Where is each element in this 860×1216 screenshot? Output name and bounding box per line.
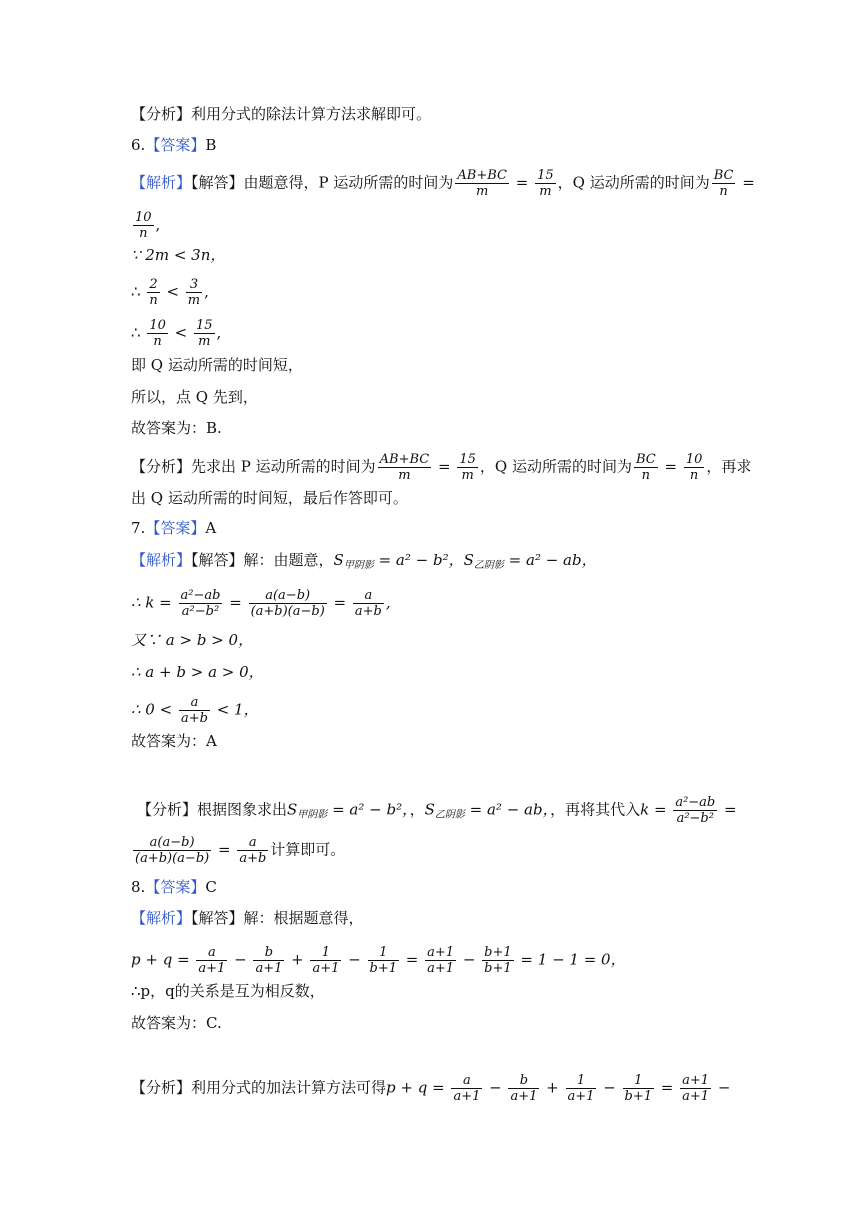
fraction-denominator: n <box>149 293 158 308</box>
q7-analysis-text: 【分析】根据图象求出 <box>137 800 288 819</box>
fraction-denominator: a²−b² <box>181 604 220 619</box>
q6-text: , <box>155 215 161 234</box>
q6-text: ∴ <box>131 282 146 301</box>
fraction <box>194 318 215 349</box>
fraction <box>673 795 717 826</box>
fraction <box>378 452 432 483</box>
q6-line8: 故答案为：B. <box>131 419 222 437</box>
q6-analysis-text: 【分析】先求出 P 运动所需的时间为 <box>131 457 376 476</box>
q8-answer-tag: 【答案】 <box>145 878 206 896</box>
q6-therefore-line2: ∴ $\frac{10}{n}$ < $\frac{15}{m}$ , <box>131 318 222 349</box>
fraction: $\frac{b+1}{b+1}$ <box>484 945 512 976</box>
q7-text: = a² − ab， <box>464 800 551 819</box>
q6-answer-line <box>131 135 216 155</box>
fraction <box>179 588 223 619</box>
q6-text: ，Q 运动所需的时间为 <box>557 173 710 192</box>
fraction-numerator: a(a−b) <box>249 588 327 604</box>
q5-analysis: 【分析】利用分式的除法计算方法求解即可。 <box>131 105 432 123</box>
jiexi-tag: 【解析】 <box>131 909 192 927</box>
jiexi-tag: 【解析】 <box>131 173 192 192</box>
fraction-numerator: BC <box>713 168 734 183</box>
fraction-numerator: a²−ab <box>180 588 221 603</box>
jieda-tag: 【解答】 <box>191 551 244 569</box>
fraction <box>249 588 327 619</box>
q8-answer: C <box>205 878 217 896</box>
q6-analysis-line1: 【分析】先求出 P 运动所需的时间为 $\frac{AB+BC}{m}$ = $\frac{15}{m}$ ，Q 运动所需的时间为 $\frac{BC}{n}$ = $\frac{10}{n}$ ，再求 <box>131 452 752 483</box>
fraction-denominator: (a+b)(a−b) <box>250 604 325 619</box>
q8-number: 8. <box>131 878 146 896</box>
fraction-numerator: AB+BC <box>379 452 430 467</box>
fraction-denominator: n <box>153 334 162 349</box>
q8-text: = 1 − 1 = 0， <box>515 950 626 969</box>
fraction-denominator: a+b <box>239 851 267 866</box>
fraction <box>133 210 154 241</box>
fraction-numerator: AB+BC <box>457 168 507 183</box>
q7-text: = a² − b²， <box>327 800 410 819</box>
q8-solution-line1 <box>131 908 364 928</box>
fraction <box>353 588 384 619</box>
fraction: $\frac{1}{b+1}$ <box>369 945 398 976</box>
q8-analysis-text: 【分析】利用分式的加法计算方法可得 <box>131 1078 387 1097</box>
q8-text: 解：根据题意得， <box>243 909 364 927</box>
q6-therefore-line1: ∴ $\frac{2}{n}$ < $\frac{3}{m}$ , <box>131 277 209 308</box>
q6-text: , <box>204 282 209 301</box>
q7-text: ∴ 0 < <box>131 700 177 719</box>
q6-text: 由题意得，P 运动所需的时间为 <box>243 173 454 192</box>
fraction-numerator: 15 <box>195 318 213 333</box>
q8-line4: 故答案为：C. <box>131 1014 222 1032</box>
q7-text: < 1， <box>211 700 259 719</box>
q7-solution-line1: 【解析】【解答】解：由题意，$S_{甲阴影} = a^2 - b^2$，$S_{乙阴影} = a^2$ − ab， <box>131 551 597 571</box>
fraction: $\frac{a+1}{a+1}$ <box>427 945 455 976</box>
fraction <box>186 277 202 308</box>
fraction: $\frac{1}{b+1}$ <box>624 1073 653 1104</box>
q6-analysis-text: ，Q 运动所需的时间为 <box>479 457 632 476</box>
q7-line6: 故答案为：A <box>131 732 217 750</box>
fraction <box>133 835 211 866</box>
fraction <box>712 168 736 199</box>
fraction-numerator: 3 <box>186 277 202 293</box>
fraction <box>147 318 168 349</box>
fraction-numerator: 10 <box>149 318 166 333</box>
fraction-numerator: a <box>179 695 210 711</box>
q6-number: 6. <box>131 136 146 154</box>
q6-analysis-line2: 出 Q 运动所需的时间短，最后作答即可。 <box>131 489 408 507</box>
fraction-denominator: a+b <box>354 604 382 619</box>
fraction: $\frac{1}{a+1}$ <box>567 1073 595 1104</box>
fraction-numerator: a <box>353 588 384 604</box>
fraction-denominator: m <box>539 184 552 199</box>
fraction-denominator: m <box>476 184 489 199</box>
fraction-numerator: 10 <box>685 452 703 467</box>
fraction-denominator: m <box>398 468 411 483</box>
fraction-numerator: a²−ab <box>675 795 716 810</box>
fraction-denominator: m <box>187 293 201 308</box>
q7-analysis-line1: 【分析】根据图象求出$S_{甲阴影} = a^2 - b^2$，，$S_{乙阴影} = a^2$ − ab，，再将其代入k = $\frac{\text{a²−ab}}{\text{a²−b²}}$ = <box>137 795 737 826</box>
fraction <box>634 452 658 483</box>
q6-solution-line1: 【解析】【解答】由题意得，P 运动所需的时间为 $\frac{AB+BC}{m}$ = $\frac{15}{m}$ ，Q 运动所需的时间为 $\frac{BC}{n}$ = <box>131 168 755 199</box>
q7-analysis-text: 计算即可。 <box>270 840 346 859</box>
fraction: $\frac{a}{a+1}$ <box>453 1073 481 1104</box>
q7-text: ∴ k = <box>131 593 177 612</box>
q7-k-line: ∴ k = $\frac{\text{a²−ab}}{\text{a²−b²}}$ = $\frac{a(a-b)}{(a+b)(a-b)}$ = $\frac{a}{a+b}$ , <box>131 588 391 619</box>
q6-analysis-text: ，再求 <box>706 457 752 476</box>
fraction-numerator: 15 <box>459 452 476 467</box>
q8-line3: ∴p，q的关系是互为相反数， <box>131 982 325 1000</box>
fraction-denominator: a+b <box>180 711 208 726</box>
fraction-denominator: n <box>641 468 651 483</box>
fraction <box>237 835 268 866</box>
fraction-denominator: n <box>139 226 148 241</box>
fraction-numerator: a(a−b) <box>133 835 211 851</box>
q6-text: , <box>216 323 222 342</box>
fraction-numerator: 2 <box>147 277 159 293</box>
q6-because-line: ∵ 2m < 3n， <box>131 246 226 264</box>
fraction-denominator: n <box>689 468 699 483</box>
fraction-denominator: n <box>719 184 728 199</box>
q7-answer: A <box>205 519 217 537</box>
fraction <box>455 168 509 199</box>
q7-analysis-line2: $\frac{a(a-b)}{(a+b)(a-b)}$ = $\frac{a}{a+b}$ 计算即可。 <box>135 835 346 866</box>
jiexi-tag: 【解析】 <box>131 551 192 569</box>
q6-answer-tag: 【答案】 <box>145 136 206 154</box>
subscript: 乙阴影 <box>473 560 504 571</box>
q7-analysis-text: ，再将其代入 <box>550 800 641 819</box>
fraction: $\frac{a}{a+1}$ <box>198 945 226 976</box>
fraction <box>684 452 705 483</box>
q6-solution-line2 <box>131 210 160 241</box>
q8-answer-line <box>131 877 217 897</box>
fraction <box>179 695 210 726</box>
q7-answer-line <box>131 518 216 538</box>
fraction <box>457 452 478 483</box>
fraction-denominator: (a+b)(a−b) <box>135 851 210 866</box>
jieda-tag: 【解答】 <box>191 909 244 927</box>
q7-text: = a² − b²， <box>373 551 464 569</box>
q7-number: 7. <box>131 519 146 537</box>
q8-analysis-text: − <box>713 1078 731 1097</box>
fraction: $\frac{b}{a+1}$ <box>510 1073 538 1104</box>
q7-line4: ∴ a + b > a > 0， <box>131 663 264 681</box>
subscript: 乙阴影 <box>434 809 465 821</box>
fraction-numerator: 15 <box>537 168 554 183</box>
q6-line7: 所以，点 Q 先到， <box>131 388 258 406</box>
q6-line6: 即 Q 运动所需的时间短， <box>131 356 303 374</box>
q7-line3: 又∵ a > b > 0， <box>131 631 254 649</box>
q6-text: ∴ <box>131 323 146 342</box>
subscript: 甲阴影 <box>297 809 328 821</box>
q7-line5 <box>131 695 259 726</box>
q7-answer-tag: 【答案】 <box>145 519 206 537</box>
fraction-numerator: a <box>237 835 268 851</box>
q6-answer: B <box>205 136 217 154</box>
fraction-numerator: 10 <box>135 210 152 225</box>
fraction: $\frac{b}{a+1}$ <box>255 945 283 976</box>
fraction <box>147 277 159 308</box>
q8-analysis-line1: 【分析】利用分式的加法计算方法可得p + q = $\frac{a}{a+1}$ − $\frac{b}{a+1}$ + $\frac{1}{a+1}$ − $\frac{1}{b+1}$ = $\frac{a+1}{a+1}$ − <box>131 1073 731 1104</box>
subscript: 甲阴影 <box>343 560 374 571</box>
q7-analysis-text: ， <box>409 800 425 819</box>
q7-text: 解：由题意， <box>243 551 334 569</box>
fraction: $\frac{1}{a+1}$ <box>312 945 340 976</box>
fraction-numerator: BC <box>635 452 656 467</box>
fraction: $\frac{a+1}{a+1}$ <box>682 1073 710 1104</box>
jieda-tag: 【解答】 <box>191 173 244 192</box>
fraction <box>535 168 556 199</box>
fraction-denominator: m <box>461 468 474 483</box>
fraction-denominator: m <box>198 334 211 349</box>
fraction-denominator: a²−b² <box>676 811 714 826</box>
q7-text: = a² − ab， <box>503 551 597 569</box>
q8-equation-line: p + q = $\frac{a}{a+1}$ − $\frac{b}{a+1}$ + $\frac{1}{a+1}$ − $\frac{1}{b+1}$ = $\frac{a+1}{a+1}$ − $\frac{b+1}{b+1}$ = 1 − 1 = 0， <box>131 945 626 976</box>
